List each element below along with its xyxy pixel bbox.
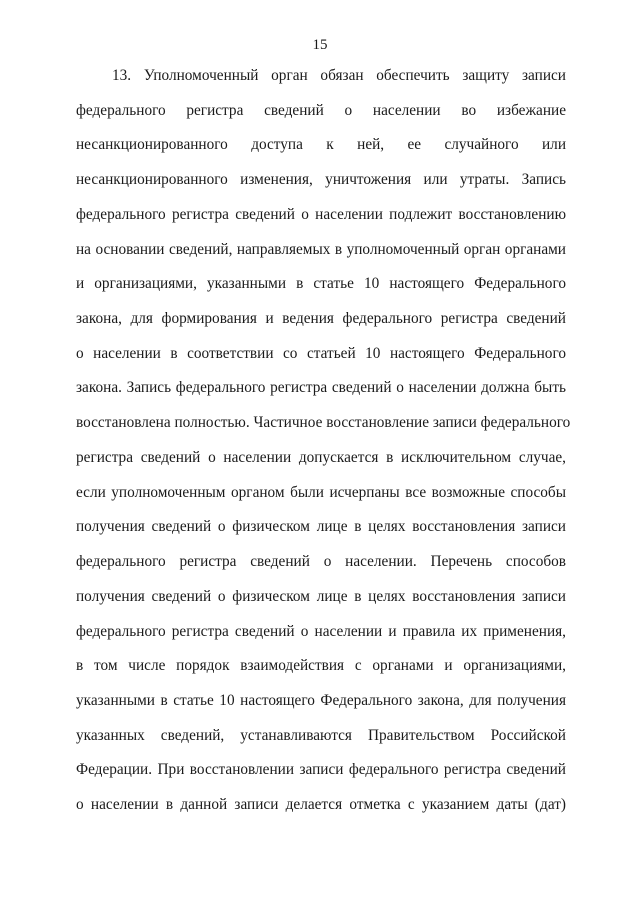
text-line: закона, для формирования и ведения федерального регистра сведений [76, 310, 566, 328]
text-line: закона. Запись федерального регистра сведений о населении должна быть [76, 379, 566, 397]
text-line: о населении в данной записи делается отметка с указанием даты (дат) [76, 796, 566, 814]
page-number: 15 [312, 37, 328, 53]
text-line: несанкционированного изменения, уничтожения или утраты. Запись [76, 171, 566, 189]
text-line: на основании сведений, направляемых в уполномоченный орган органами [76, 240, 566, 258]
text-line: Федерации. При восстановлении записи федерального регистра сведений [76, 761, 566, 779]
document-body [76, 67, 571, 831]
text-line: 13. Уполномоченный орган обязан обеспечить защиту записи [112, 67, 566, 84]
text-line: федерального регистра сведений о населении во избежание [76, 101, 566, 119]
text-line: федерального регистра сведений о населении. Перечень способов [76, 553, 566, 571]
text-line: федерального регистра сведений о населении подлежит восстановлению [76, 205, 566, 223]
text-line: несанкционированного доступа к ней, ее случайного или [76, 136, 566, 154]
text-line: получения сведений о физическом лице в целях восстановления записи [76, 587, 566, 605]
text-line: указанными в статье 10 настоящего Федерального закона, для получения [76, 691, 566, 709]
text-line: указанных сведений, устанавливаются Правительством Российской [76, 726, 566, 744]
text-line: если уполномоченным органом были исчерпаны все возможные способы [76, 483, 566, 501]
text-line: восстановлена полностью. Частичное восстановление записи федерального [76, 414, 571, 432]
text-line: регистра сведений о населении допускается в исключительном случае, [76, 448, 566, 466]
text-line: федерального регистра сведений о населении и правила их применения, [76, 622, 566, 640]
text-line: о населении в соответствии со статьей 10 настоящего Федерального [76, 344, 566, 362]
text-line: получения сведений о физическом лице в целях восстановления записи [76, 518, 566, 536]
text-line: в том числе порядок взаимодействия с органами и организациями, [76, 657, 566, 675]
text-line: и организациями, указанными в статье 10 настоящего Федерального [76, 275, 566, 293]
